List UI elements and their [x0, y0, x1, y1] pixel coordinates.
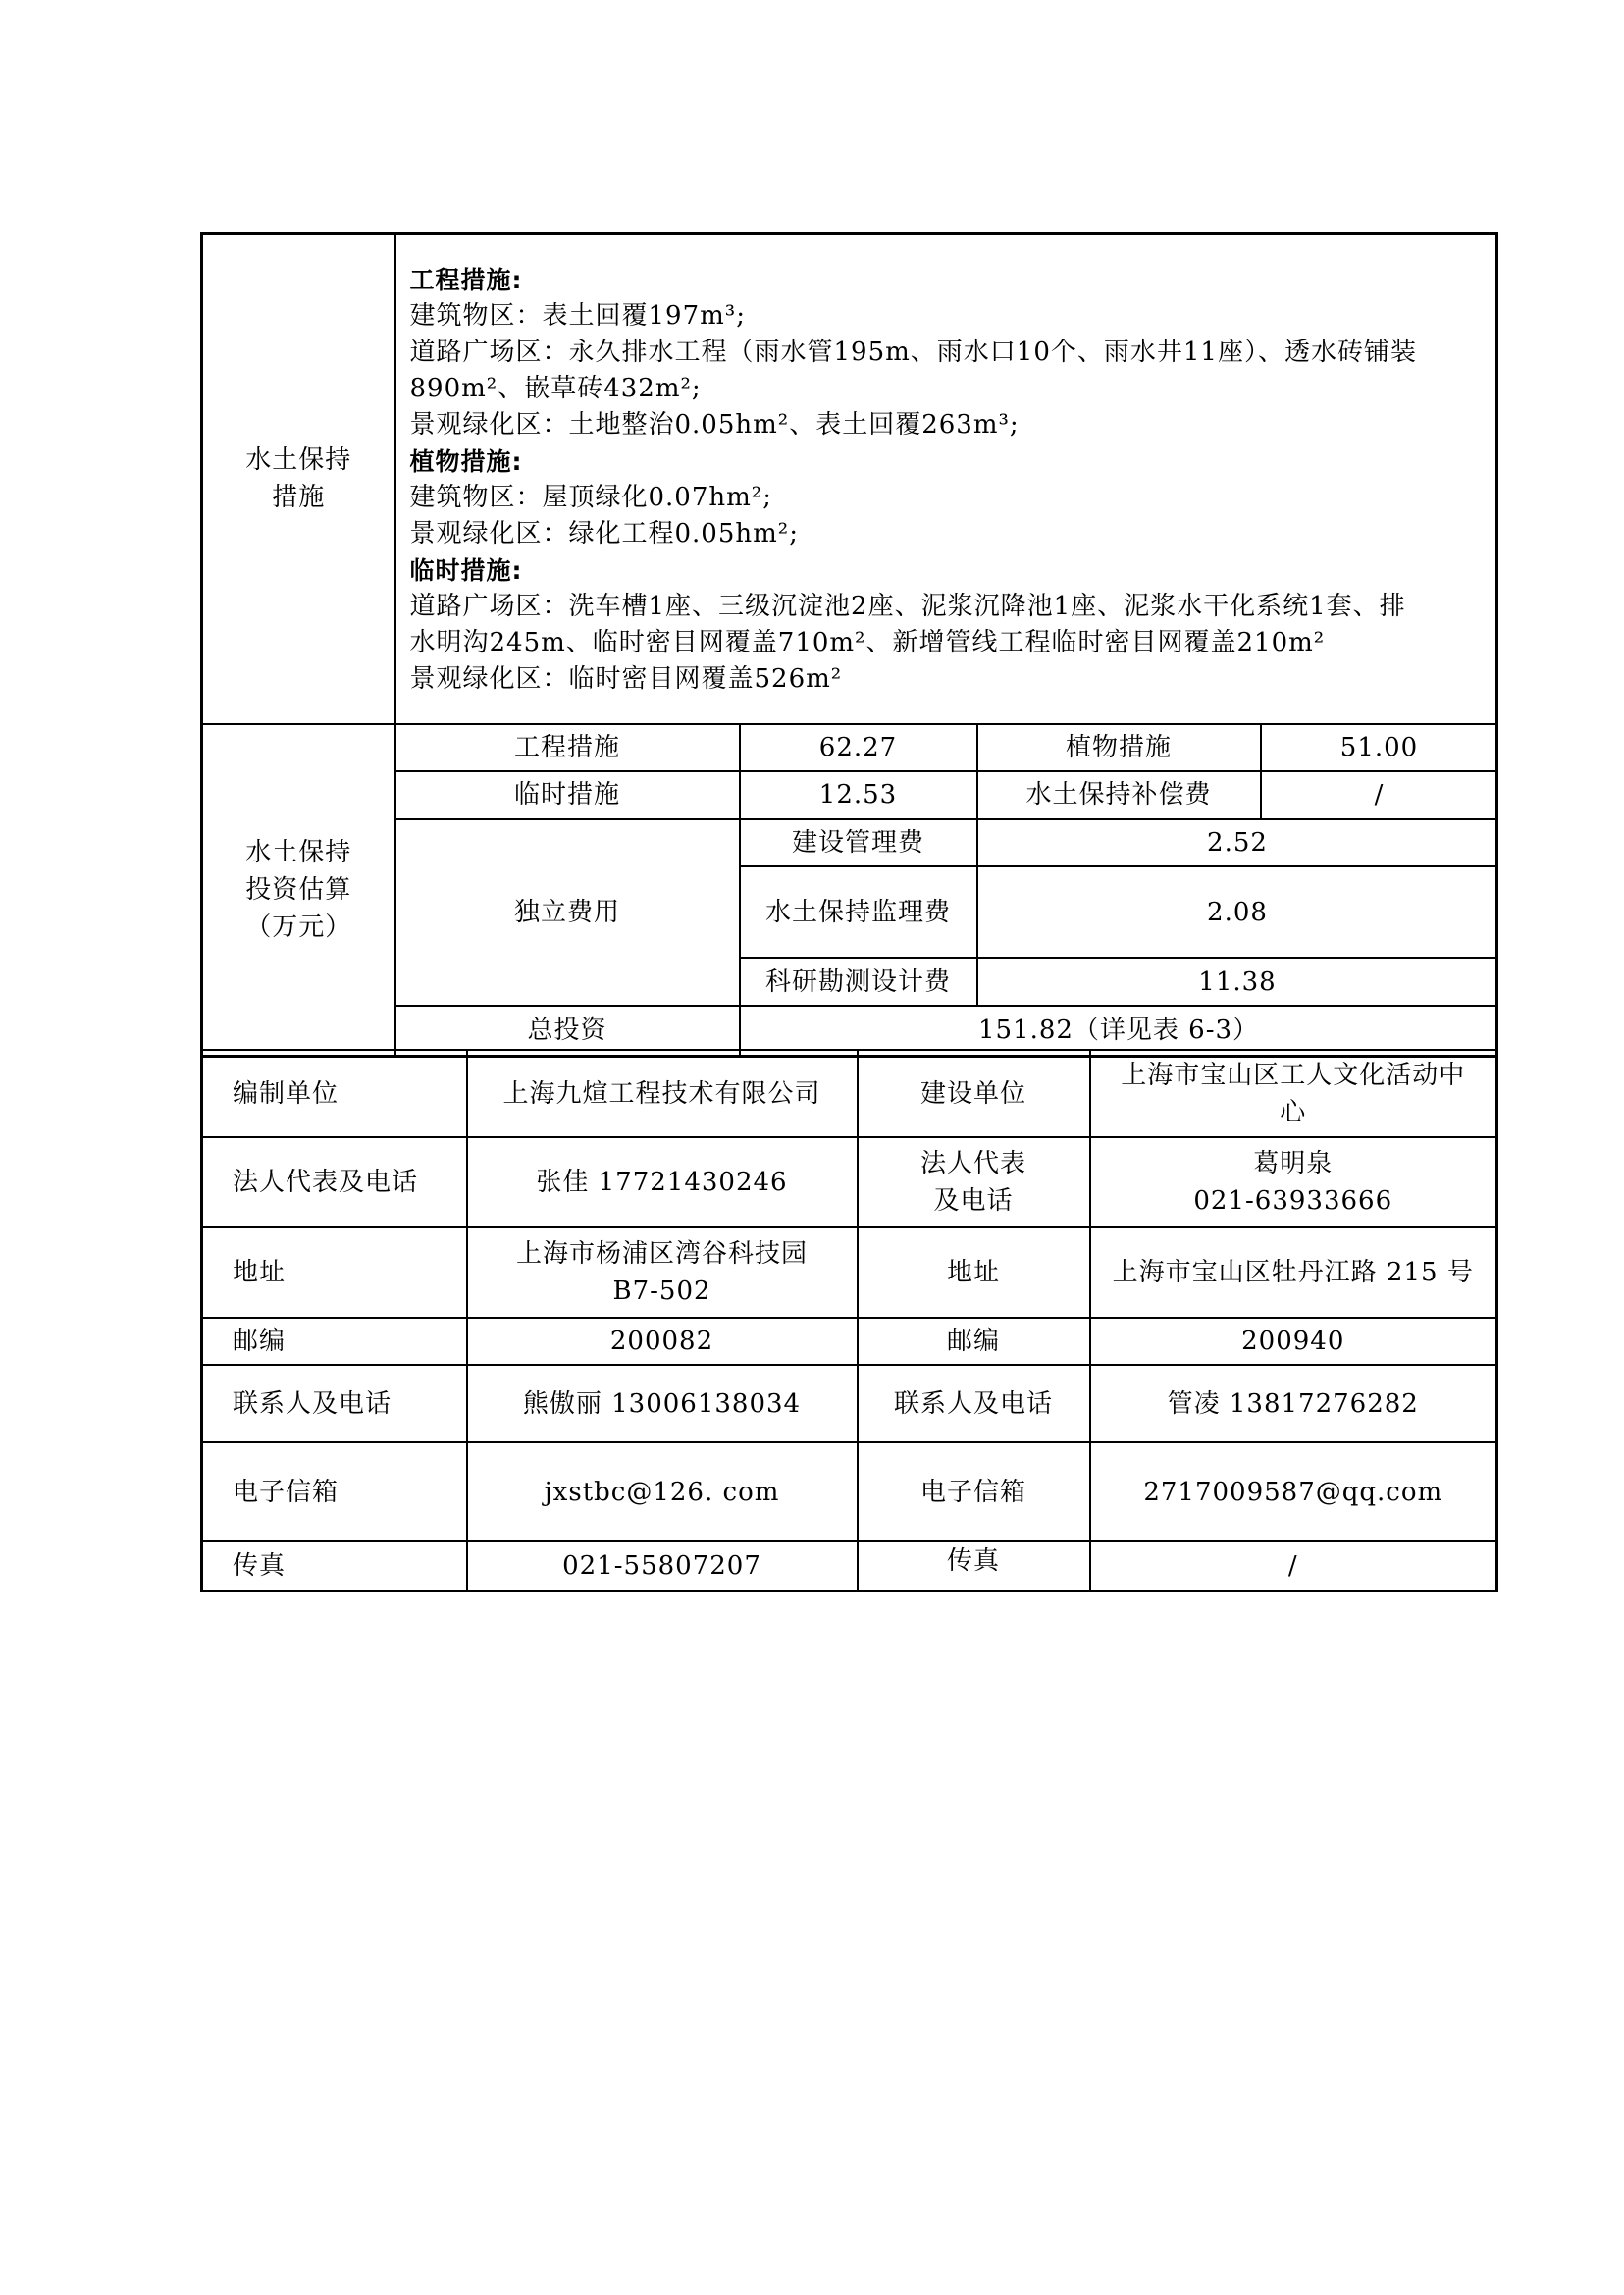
measures-label — [202, 234, 395, 724]
address-value-2: 上海市宝山区牡丹江路 215 号 — [1090, 1227, 1497, 1318]
plant-measure-line: 景观绿化区：绿化工程0.05hm²; — [409, 518, 799, 548]
contact-value: 熊傲丽 13006138034 — [467, 1365, 858, 1442]
legal-rep-label-2-line1: 法人代表 — [919, 1149, 1026, 1178]
email-label: 电子信箱 — [202, 1442, 467, 1541]
info-table — [200, 232, 1498, 1058]
measures-label-line2: 措施 — [272, 482, 326, 512]
plant-cost-value: 51.00 — [1261, 725, 1497, 772]
eng-cost-label: 工程措施 — [396, 725, 740, 772]
contact-label-2: 联系人及电话 — [858, 1365, 1090, 1442]
build-unit-label: 建设单位 — [858, 1050, 1090, 1137]
zip-value: 200082 — [467, 1318, 858, 1365]
address-value-line1: 上海市杨浦区湾谷科技园 — [515, 1239, 808, 1269]
compile-unit-label: 编制单位 — [202, 1050, 467, 1137]
legal-rep-value: 张佳 17721430246 — [467, 1137, 858, 1227]
legal-rep-label-2-line2: 及电话 — [933, 1186, 1014, 1216]
address-value-line2: B7-502 — [612, 1277, 711, 1306]
investment-row — [202, 724, 1497, 1057]
investment-cell — [395, 724, 1497, 1057]
document-page — [200, 232, 1495, 1058]
zip-label-2: 邮编 — [858, 1318, 1090, 1365]
fax-label: 传真 — [202, 1541, 467, 1591]
investment-label-line3: （万元） — [245, 912, 352, 942]
build-unit-value — [1090, 1050, 1497, 1137]
legal-rep-label-2 — [858, 1137, 1090, 1227]
plant-measures-heading: 植物措施: — [409, 446, 523, 476]
plant-cost-label: 植物措施 — [977, 725, 1261, 772]
contact-section — [200, 1049, 1495, 1592]
email-value: jxstbc@126. com — [467, 1442, 858, 1541]
investment-table — [396, 725, 1497, 1055]
contact-value-2: 管凌 13817276282 — [1090, 1365, 1497, 1442]
eng-measure-line: 景观绿化区：土地整治0.05hm²、表土回覆263m³; — [409, 409, 1020, 440]
compile-unit-value: 上海九煊工程技术有限公司 — [467, 1050, 858, 1137]
temp-cost-label: 临时措施 — [396, 771, 740, 819]
research-fee-value: 11.38 — [977, 958, 1497, 1006]
fax-value-2: / — [1090, 1541, 1497, 1591]
eng-measure-line: 建筑物区：表土回覆197m³; — [409, 300, 746, 331]
temp-cost-value: 12.53 — [740, 771, 977, 819]
total-investment-label: 总投资 — [396, 1006, 740, 1055]
fax-value: 021-55807207 — [467, 1541, 858, 1591]
zip-label: 邮编 — [202, 1318, 467, 1365]
management-fee-value: 2.52 — [977, 819, 1497, 867]
address-value — [467, 1227, 858, 1318]
investment-label-line2: 投资估算 — [245, 874, 352, 905]
build-unit-value-line1: 上海市宝山区工人文化活动中 — [1121, 1061, 1466, 1090]
temp-measure-line: 水明沟245m、临时密目网覆盖710m²、新增管线工程临时密目网覆盖210m² — [409, 627, 1326, 657]
compensation-value: / — [1261, 771, 1497, 819]
build-unit-value-line2: 心 — [1280, 1098, 1307, 1127]
compensation-label: 水土保持补偿费 — [977, 771, 1261, 819]
contact-label: 联系人及电话 — [202, 1365, 467, 1442]
legal-rep-value-2 — [1090, 1137, 1497, 1227]
eng-cost-value: 62.27 — [740, 725, 977, 772]
temp-measure-line: 道路广场区：洗车槽1座、三级沉淀池2座、泥浆沉降池1座、泥浆水干化系统1套、排 — [409, 591, 1406, 621]
email-value-2: 2717009587@qq.com — [1090, 1442, 1497, 1541]
legal-rep-value-2-line2: 021-63933666 — [1193, 1186, 1393, 1216]
investment-label-line1: 水土保持 — [245, 837, 352, 867]
measures-content — [395, 234, 1497, 724]
research-fee-label: 科研勘测设计费 — [740, 958, 977, 1006]
address-label: 地址 — [202, 1227, 467, 1318]
measures-row — [202, 234, 1497, 724]
total-investment-value: 151.82（详见表 6-3） — [740, 1006, 1497, 1055]
supervision-fee-label: 水土保持监理费 — [740, 866, 977, 958]
email-label-2: 电子信箱 — [858, 1442, 1090, 1541]
zip-value-2: 200940 — [1090, 1318, 1497, 1365]
eng-measures-heading: 工程措施: — [409, 265, 523, 294]
contact-table — [200, 1049, 1498, 1592]
eng-measure-line: 道路广场区：永久排水工程（雨水管195m、雨水口10个、雨水井11座）、透水砖铺装 — [409, 337, 1417, 367]
measures-label-line1: 水土保持 — [245, 444, 352, 475]
legal-rep-value-2-line1: 葛明泉 — [1253, 1149, 1334, 1178]
supervision-fee-value: 2.08 — [977, 866, 1497, 958]
temp-measures-heading: 临时措施: — [409, 555, 523, 585]
independent-cost-label: 独立费用 — [396, 819, 740, 1006]
eng-measure-line: 890m²、嵌草砖432m²; — [409, 373, 702, 403]
plant-measure-line: 建筑物区：屋顶绿化0.07hm²; — [409, 482, 772, 512]
temp-measure-line: 景观绿化区：临时密目网覆盖526m² — [409, 663, 843, 694]
address-label-2: 地址 — [858, 1227, 1090, 1318]
management-fee-label: 建设管理费 — [740, 819, 977, 867]
fax-label-2: 传真 — [858, 1541, 1090, 1591]
investment-label — [202, 724, 395, 1057]
legal-rep-label: 法人代表及电话 — [202, 1137, 467, 1227]
